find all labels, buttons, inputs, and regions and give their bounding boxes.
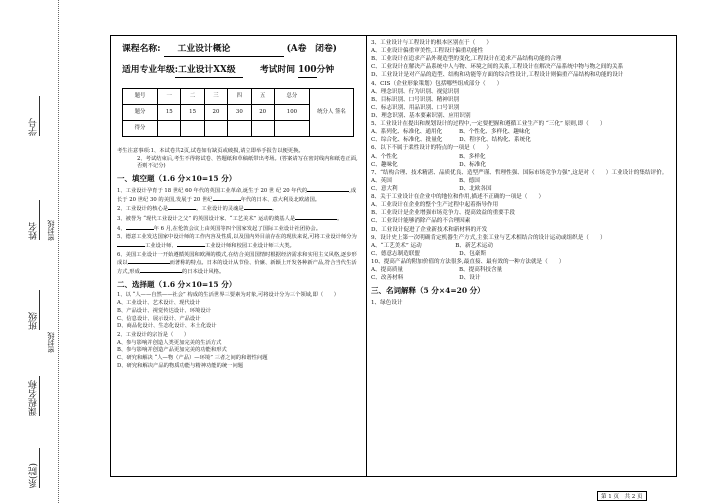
- question-line: C、标志识别、用品识别、口号识别: [371, 104, 460, 111]
- question-line: A、工业设计在企业的整个生产过程中起着指导作用: [371, 202, 499, 209]
- score-cell: 一: [158, 89, 181, 105]
- question-line: B、工业设计在追求产品外观造型的变化,工程设计在追求产品结构功能的合理: [371, 56, 562, 63]
- choice-option: A、工业设计、艺术设计、现代设计: [117, 300, 201, 307]
- question-line: D、理念识别、基本要素识别、应用识别: [371, 112, 471, 119]
- question-line: 3、工业设计与工程设计的根本区别在于（ ）: [371, 40, 493, 46]
- score-cell: 15: [181, 105, 204, 121]
- fill-question-1: 1、工业设计孕育于 18 世纪 60 年代的英国工业革命,诞生于 20 世 纪 20 年代的 ,成长于 20 世纪 30 的美国,发展于 20 世纪 年代的日本、意大利及北欧諸国。: [117, 187, 357, 203]
- question-line: 6、以下不属于柔性设计的特点的一项是（ ）: [371, 145, 493, 152]
- question-line: 10、提高产品的附加价值的方法很多,最直接、最有效的一种方法就是（ ）: [371, 258, 565, 265]
- question-line: C、工业设计能够消除产品的不合理因素: [371, 218, 471, 225]
- question-line: C、德意志制造联盟 D、包豪斯: [371, 250, 487, 257]
- score-table: [122, 88, 354, 137]
- score-cell: 20: [251, 105, 274, 121]
- choice-option: B、产品设计、视觉传达设计、环境设计: [117, 307, 211, 314]
- question-line: A、个性化 B、多样化: [371, 153, 486, 160]
- right-content: [368, 37, 674, 307]
- question-line: D、工业设计促进了企业新技术和新材料的开发: [371, 226, 488, 233]
- score-cell: 题号: [123, 89, 158, 105]
- score-cell: [204, 121, 227, 137]
- question-line: 7、“结构合理、技术精湛、品质优良、造型严谨、哲理性强、国际市场竞争力强”,这是对（ ）工业设计的集结评价。: [371, 169, 668, 176]
- choice-question-1: 1、以 “人——自然——社会” 构成的生活世界三要素为对象,可将设计分为三个领域,即（ ）: [117, 292, 340, 299]
- question-line: B、工业设计是企业增强市场竞争力、提高效益的重要手段: [371, 210, 515, 217]
- score-cell: 题分: [123, 105, 158, 121]
- exam-notes: [117, 148, 359, 370]
- choice-option: C、研究和解决 “人—物（产品）—环境” 三者之间的和谐性问题: [117, 354, 268, 361]
- fill-question-3: 3、被誉为 “现代工业设计之父” 的英国设计家、“工艺美术” 运动的奠基人是 。: [117, 215, 343, 222]
- seal-dotted-line: [58, 0, 59, 503]
- score-cell: [228, 121, 251, 137]
- question-line: D、工业设计是对产品的造型、结构和功能等方面的综合性设计,工程设计则偏重产品结构和功能的设计: [371, 72, 624, 79]
- question-line: 9、设计史上第一次明确肯定机器生产方式,主张工业与艺术相结合的设计运动或组织是（ ）: [371, 234, 606, 241]
- score-cell: 五: [251, 89, 274, 105]
- score-cell: 四: [228, 89, 251, 105]
- score-cell: [274, 121, 309, 137]
- fill-question-2: 2、工业设计的核心是 。工业设计的灵魂是 。: [117, 206, 278, 213]
- banji-label: 班级: [30, 290, 40, 330]
- question-line: 8、关于工业设计在企业中的地位和作用,描述不正确的一项是（ ）: [371, 194, 545, 201]
- score-cell: [158, 121, 181, 137]
- section-choice-title: 二、选择题（1.6 分×10=15 分）: [117, 279, 237, 289]
- score-cell: 二: [181, 89, 204, 105]
- score-cell: 得分: [123, 121, 158, 137]
- question-line: C、综合化、标准化、批量化 D、程序化、结构化、系统化: [371, 137, 531, 144]
- question-line: C、意大利 D、北欧各国: [371, 185, 492, 192]
- score-cell: 30: [228, 105, 251, 121]
- choice-option: C、信息设计、展示设计、产品设计: [117, 315, 201, 322]
- column-divider: [366, 35, 367, 477]
- kecheng-label: 课程名称: [30, 376, 40, 416]
- score-cell: [251, 121, 274, 137]
- score-cell: 三: [204, 89, 227, 105]
- signature-cell: 统分人 签名: [310, 89, 354, 137]
- score-cell: 15: [158, 105, 181, 121]
- choice-option: B、参与影响并创造产品更加完美的功能和形式: [117, 347, 227, 354]
- question-line: C、改善材料 D、设计: [371, 275, 481, 282]
- question-line: A、“工艺美术” 运动 B、新艺术运动: [371, 242, 493, 249]
- left-column: [112, 37, 364, 475]
- term-question-1: 1、绿色设计: [371, 300, 403, 307]
- question-line: 4、CIS（企业形象策划）包括哪些组成部分（ ）: [371, 80, 503, 87]
- section-fill-title: 一、填空题（1.6 分×10=15 分）: [117, 174, 237, 184]
- score-cell: [181, 121, 204, 137]
- choice-option: D、商品化设计、生态化设计、本土化设计: [117, 323, 217, 330]
- xibu-label: 系(院): [30, 448, 40, 488]
- question-line: A、提高质量 B、提高科技含量: [371, 267, 503, 274]
- note-line: 考生注意事项:1、本试卷共2页,试卷如有缺页或破损,请立即举手报告以便更换。: [117, 148, 304, 154]
- question-line: A、工业设计偏重审美性,工程设计偏重功能性: [371, 48, 484, 55]
- question-line: B、目标识别、口号识别、精神识别: [371, 96, 460, 103]
- question-line: A、理念识别、行为识别、视觉识别: [371, 88, 459, 95]
- question-line: C、趣味化 D、标准化: [371, 161, 487, 168]
- question-line: C、工业设计在解决产品系统中人与物、环境之间的关系,工程设计在解决产品系统中物与物之间的关系: [371, 64, 624, 71]
- course-header: 课程名称: 工业设计概论 (A卷 闭卷): [122, 43, 337, 57]
- question-line: 5、工业设计在提出和规划设计的过程中,一定要把握和遵循工业生产的 “三化” 原则,即（ ）: [371, 121, 606, 128]
- seal-text: 密封线: [47, 220, 55, 241]
- xuehao-label: 学号: [30, 96, 40, 136]
- score-cell: 100: [274, 105, 309, 121]
- seal-text: 密封线: [47, 332, 55, 353]
- fill-question-6: 6、美国工业设计一开始遵循英国和欧洲的模式,在结合美国国情时根据经济需求和实用主义风格,逐步形成以 而著称的特点。日本的设计从节俭、价廉、新颖上开发各种新产品,符合当代生活方式,形成 的日本设计风格。: [117, 251, 357, 275]
- section-terms-title: 三、名词解释（5 分×4=20 分）: [371, 286, 485, 296]
- xingming-label: 姓名: [30, 200, 40, 240]
- score-cell: 总分: [274, 89, 309, 105]
- page-footer: 第 1 页 共 2 页: [597, 491, 647, 501]
- question-line: A、系列化、标准化、通用化 B、个性化、多样化、趣味化: [371, 129, 531, 136]
- right-column: [368, 37, 674, 475]
- choice-question-2: 2、工业设计的宗旨是（ ）: [117, 331, 190, 338]
- fill-question-4: 4、 年 6 月,在伦敦会议上由英国等四个国家发起了国际工业设计社团协会。: [117, 225, 322, 232]
- choice-option: A、参与影响并创造人类更加完美的生活方式: [117, 339, 222, 346]
- score-cell: 20: [204, 105, 227, 121]
- seal-sidebar: [0, 0, 72, 503]
- fill-question-5: 5、德意工业发达国家中设计师的工作内容及性质,以及国内外目前存在的现状来说,可将工业设计师分为工业设计师、 工业设计师和校园工业设计师三大类。: [117, 234, 357, 249]
- note-line: 2、考试结束后,考生不得将试卷、答题纸和草稿纸带出考场。(答案请写在密封线内和纸卷正面,否则不记分): [137, 155, 358, 170]
- question-line: A、英国 B、德国: [371, 177, 480, 184]
- grade-header: 适用专业年级:工业设计XX级 考试时间 100分钟: [122, 64, 334, 78]
- choice-option: D、研究和解决产品的物质功能与精神功能的统一问题: [117, 362, 244, 369]
